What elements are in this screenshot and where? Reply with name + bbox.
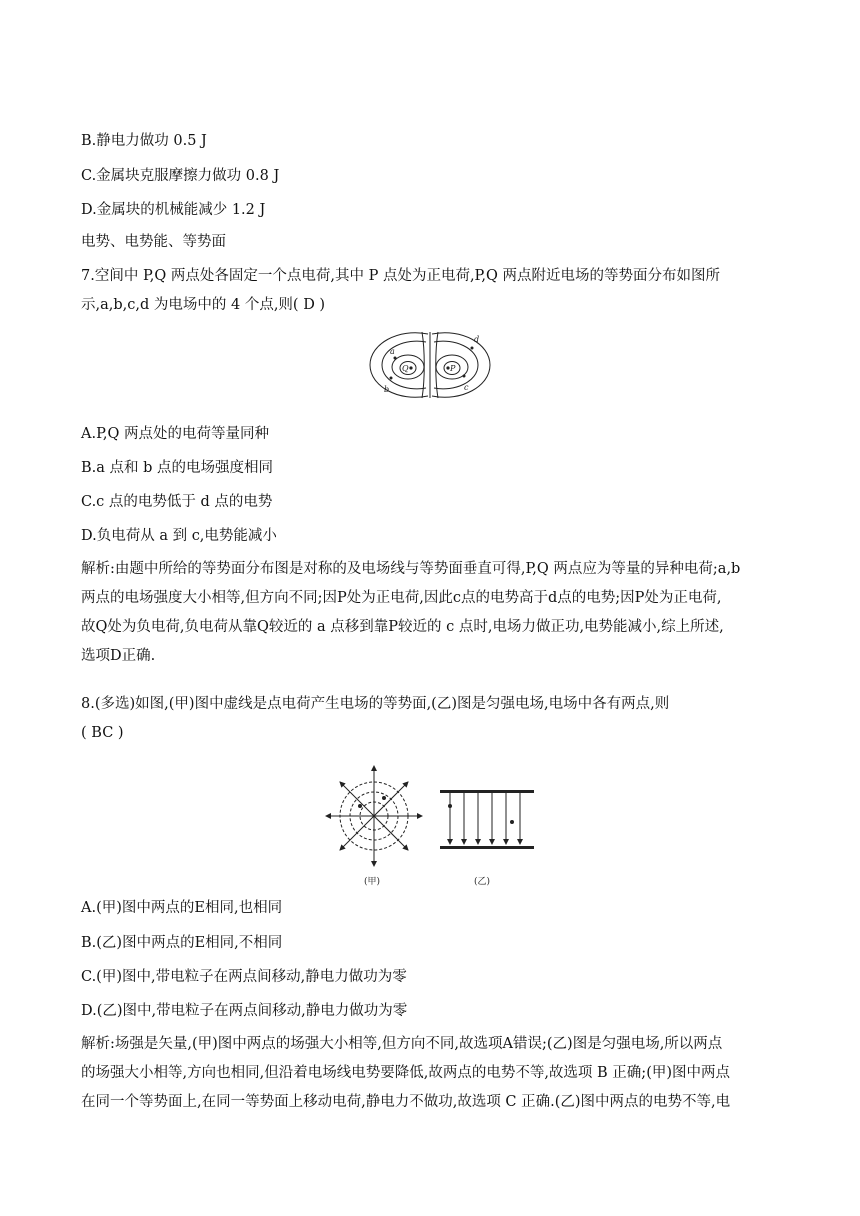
label-b: b: [384, 385, 390, 394]
q7-stem-line: 示,a,b,c,d 为电场中的 4 个点,则( D ): [81, 297, 326, 313]
q7-stem-line: 7.空间中 P,Q 两点处各固定一个点电荷,其中 P 点处为正电荷,P,Q 两点附近电场的等势面分布如图所: [81, 268, 720, 284]
jia-point-2: [382, 796, 386, 800]
q6-option-d: D.金属块的机械能减少 1.2 J: [81, 202, 266, 218]
point-c-dot: [463, 375, 466, 378]
q8-stem-line: 8.(多选)如图,(甲)图中虚线是点电荷产生电场的等势面,(乙)图是匀强电场,电场中各有两点,则: [81, 696, 670, 712]
label-jia: (甲): [364, 877, 381, 887]
q8-figures: [322, 760, 542, 890]
q7-analysis-line: 解析:由题中所给的等势面分布图是对称的及电场线与等势面垂直可得,P,Q 两点应为等量的异种电荷;a,b: [81, 561, 741, 577]
q8-stem-line: ( BC ): [81, 725, 124, 741]
yi-uniform-field: [440, 790, 534, 849]
q7-equipotential-figure: [368, 330, 492, 400]
q8-option-d: D.(乙)图中,带电粒子在两点间移动,静电力做功为零: [81, 1003, 408, 1019]
q7-analysis-line: 故Q处为负电荷,负电荷从靠Q较近的 a 点移到靠P较近的 c 点时,电场力做正功,电势能减小,综上所述,: [81, 619, 724, 635]
yi-point-2: [510, 820, 514, 824]
q6-option-b: B.静电力做功 0.5 J: [81, 133, 207, 149]
jia-point-charge-field: [326, 766, 422, 866]
q8-option-a: A.(甲)图中两点的E相同,也相同: [81, 900, 283, 916]
q8-analysis-line: 解析:场强是矢量,(甲)图中两点的场强大小相等,但方向不同,故选项A错误;(乙)图是匀强电场,所以两点: [81, 1036, 723, 1052]
q8-analysis: [81, 1030, 781, 1117]
label-yi: (乙): [474, 877, 491, 887]
q7-option-c: C.c 点的电势低于 d 点的电势: [81, 494, 273, 510]
point-d-dot: [471, 347, 474, 350]
q7-analysis-line: 选项D正确.: [81, 648, 156, 664]
q-charge-dot: [409, 366, 412, 369]
label-q: Q: [402, 364, 409, 373]
point-a-dot: [394, 357, 397, 360]
q7-option-d: D.负电荷从 a 到 c,电势能减小: [81, 528, 277, 544]
q7-stem: [81, 262, 781, 320]
label-p: P: [450, 364, 456, 373]
q8-option-c: C.(甲)图中,带电粒子在两点间移动,静电力做功为零: [81, 969, 407, 985]
label-c: c: [464, 383, 469, 392]
q8-stem: [81, 690, 781, 748]
q8-option-b: B.(乙)图中两点的E相同,不相同: [81, 935, 283, 951]
section-title: 电势、电势能、等势面: [81, 234, 226, 250]
q6-option-c: C.金属块克服摩擦力做功 0.8 J: [81, 168, 280, 184]
label-d: d: [474, 335, 480, 344]
q7-option-b: B.a 点和 b 点的电场强度相同: [81, 460, 274, 476]
point-b-dot: [390, 377, 393, 380]
yi-point-1: [448, 804, 452, 808]
q7-analysis-line: 两点的电场强度大小相等,但方向不同;因P处为正电荷,因此c点的电势高于d点的电势;因P处为正电荷,: [81, 590, 722, 606]
q8-analysis-line: 的场强大小相等,方向也相同,但沿着电场线电势要降低,故两点的电势不等,故选项 B 正确;(甲)图中两点: [81, 1065, 731, 1081]
jia-point-1: [358, 804, 362, 808]
label-a: a: [390, 347, 395, 356]
q8-analysis-line: 在同一个等势面上,在同一等势面上移动电荷,静电力不做功,故选项 C 正确.(乙)图中两点的电势不等,电: [81, 1094, 731, 1110]
q7-option-a: A.P,Q 两点处的电荷等量同种: [81, 426, 270, 442]
q7-analysis: [81, 555, 781, 671]
